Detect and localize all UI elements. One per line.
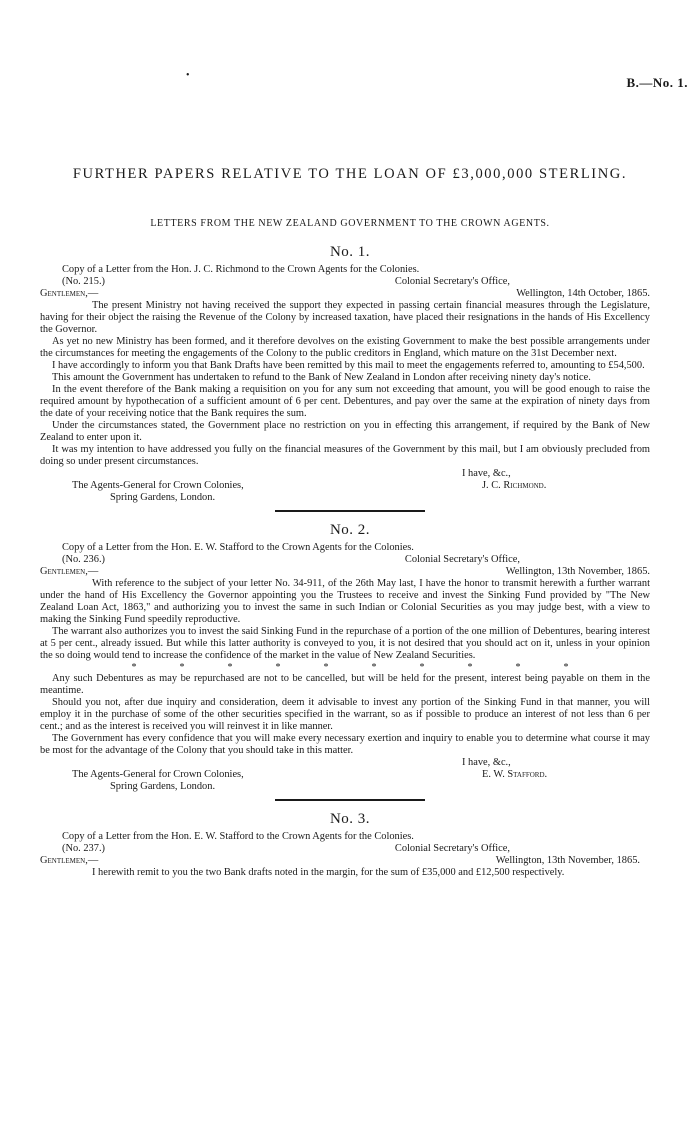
paragraph: This amount the Government has undertaken to refund to the Bank of New Zealand in London after receiving ninety day's notice. xyxy=(52,372,591,383)
stray-mark: • xyxy=(186,70,190,81)
copy-line: Copy of a Letter from the Hon. E. W. Stafford to the Crown Agents for the Colonies. xyxy=(62,831,414,842)
signature-block xyxy=(50,468,650,504)
star: * xyxy=(179,662,185,673)
star: * xyxy=(467,662,473,673)
closing: I have, &c., xyxy=(462,757,511,768)
paragraph: Any such Debentures as may be repurchased are not to be cancelled, but will be held for the present, interest being payable on them in the meantime. xyxy=(40,673,650,696)
paragraph: I have accordingly to inform you that Bank Drafts have been remitted by this mail to meet the engagements referred to, amounting to £54,500. xyxy=(52,360,645,371)
office-line: Colonial Secretary's Office, xyxy=(394,843,510,854)
paragraph: The present Ministry not having received the support they expected in passing certain financial measures through the Legislature, having for their object the raising the Revenue of the Colony by increased taxation, have placed their resignations in the hands of His Excellency the Governor. xyxy=(40,300,650,335)
star: * xyxy=(371,662,377,673)
addressee-address: Spring Gardens, London. xyxy=(110,781,216,792)
place-date: Wellington, 14th October, 1865. xyxy=(516,288,650,299)
addressee-line: The Agents-General for Crown Colonies, xyxy=(72,480,244,491)
star: * xyxy=(275,662,281,673)
letter-reference: (No. 215.) xyxy=(62,276,105,287)
letter-1 xyxy=(40,244,650,879)
star: * xyxy=(323,662,329,673)
signer-name: J. C. Richmond. xyxy=(482,480,547,491)
paragraph: With reference to the subject of your letter No. 34-911, of the 26th May last, I have the honor to transmit herewith a further warrant under the hand of His Excellency the Governor appointing you the Trustees to receive and invest the Sinking Fund provided by "The New Zealand Loan Act, 1863," and authorizing you to invest the same in such Indian or Colonial Securities as you may judge best, with a view to making the Sinking Fund speedily reproductive. xyxy=(40,578,650,625)
salutation: Gentlemen,— xyxy=(40,855,99,866)
letter-3 xyxy=(40,811,650,879)
copy-line: Copy of a Letter from the Hon. E. W. Stafford to the Crown Agents for the Colonies. xyxy=(62,542,414,553)
letter-number: No. 1. xyxy=(329,244,371,260)
section-divider xyxy=(275,510,425,512)
addressee-address: Spring Gardens, London. xyxy=(110,492,216,503)
office-line: Colonial Secretary's Office, xyxy=(394,276,510,287)
paragraph: The Government has every confidence that you will make every necessary exertion and inquiry to enable you to determine what course it may be most for the advantage of the Colony that you should take in this matter. xyxy=(40,733,650,756)
paragraph: In the event therefore of the Bank making a requisition on you for any sum not exceeding that amount, you will be good enough to raise the required amount by hypothecation of a sufficient amount of 6 per cent. Debentures, and pay over the same at the expiration of ninety days from the date of your receiving notice that the Bank requires the sum. xyxy=(40,384,650,419)
paragraph: The warrant also authorizes you to invest the said Sinking Fund in the repurchase of a portion of the one million of Debentures, bearing interest at 5 per cent., already issued. But while this latter authority is conveyed to you, it is not desired that you should act on it, unless in your opinion the so doing would tend to increase the confidence of the market in the value of New Zealand Securities. xyxy=(40,626,650,661)
letter-number: No. 3. xyxy=(329,811,371,827)
star: * xyxy=(563,662,569,673)
paragraph: Under the circumstances stated, the Government place no restriction on you in effecting this arrangement, if required by the Bank of New Zealand to enter upon it. xyxy=(40,420,650,443)
main-title: FURTHER PAPERS RELATIVE TO THE LOAN OF £3,000,000 STERLING. xyxy=(72,166,628,182)
addressee-line: The Agents-General for Crown Colonies, xyxy=(72,769,244,780)
section-title: LETTERS FROM THE NEW ZEALAND GOVERNMENT TO THE CROWN AGENTS. xyxy=(150,218,550,229)
signer-name: E. W. Stafford. xyxy=(482,769,548,780)
signature-block xyxy=(50,757,650,793)
salutation: Gentlemen,— xyxy=(40,566,99,577)
page-identifier: B.—No. 1. xyxy=(626,75,688,90)
omission-stars xyxy=(50,662,650,673)
place-date: Wellington, 13th November, 1865. xyxy=(495,855,640,866)
letter-number: No. 2. xyxy=(329,522,371,538)
section-divider xyxy=(275,799,425,801)
paragraph: I herewith remit to you the two Bank drafts noted in the margin, for the sum of £35,000 and £12,500 respectively. xyxy=(92,867,565,878)
paragraph: Should you not, after due inquiry and consideration, deem it advisable to invest any portion of the Sinking Fund in that manner, you will employ it in the purchase of some of the other securities specified in the warrant, so as if possible to produce an interest of not less than 6 per cent.; and as the interest is received you will reinvest it in like manner. xyxy=(40,697,650,732)
star: * xyxy=(419,662,425,673)
letter-2 xyxy=(40,522,650,801)
star: * xyxy=(515,662,521,673)
star: * xyxy=(131,662,137,673)
closing: I have, &c., xyxy=(462,468,511,479)
copy-line: Copy of a Letter from the Hon. J. C. Richmond to the Crown Agents for the Colonies. xyxy=(62,264,420,275)
place-date: Wellington, 13th November, 1865. xyxy=(505,566,650,577)
paragraph: It was my intention to have addressed you fully on the financial measures of the Government by this mail, but I am obviously precluded from doing so under present circumstances. xyxy=(40,444,650,467)
salutation: Gentlemen,— xyxy=(40,288,99,299)
office-line: Colonial Secretary's Office, xyxy=(404,554,520,565)
letter-reference: (No. 236.) xyxy=(62,554,105,565)
star: * xyxy=(227,662,233,673)
paragraph: As yet no new Ministry has been formed, and it therefore devolves on the existing Government to make the best possible arrangements under the circumstances for meeting the engagements of the Colony to the public creditors in England, which mature on the 31st December next. xyxy=(40,336,650,359)
letter-reference: (No. 237.) xyxy=(62,843,105,854)
